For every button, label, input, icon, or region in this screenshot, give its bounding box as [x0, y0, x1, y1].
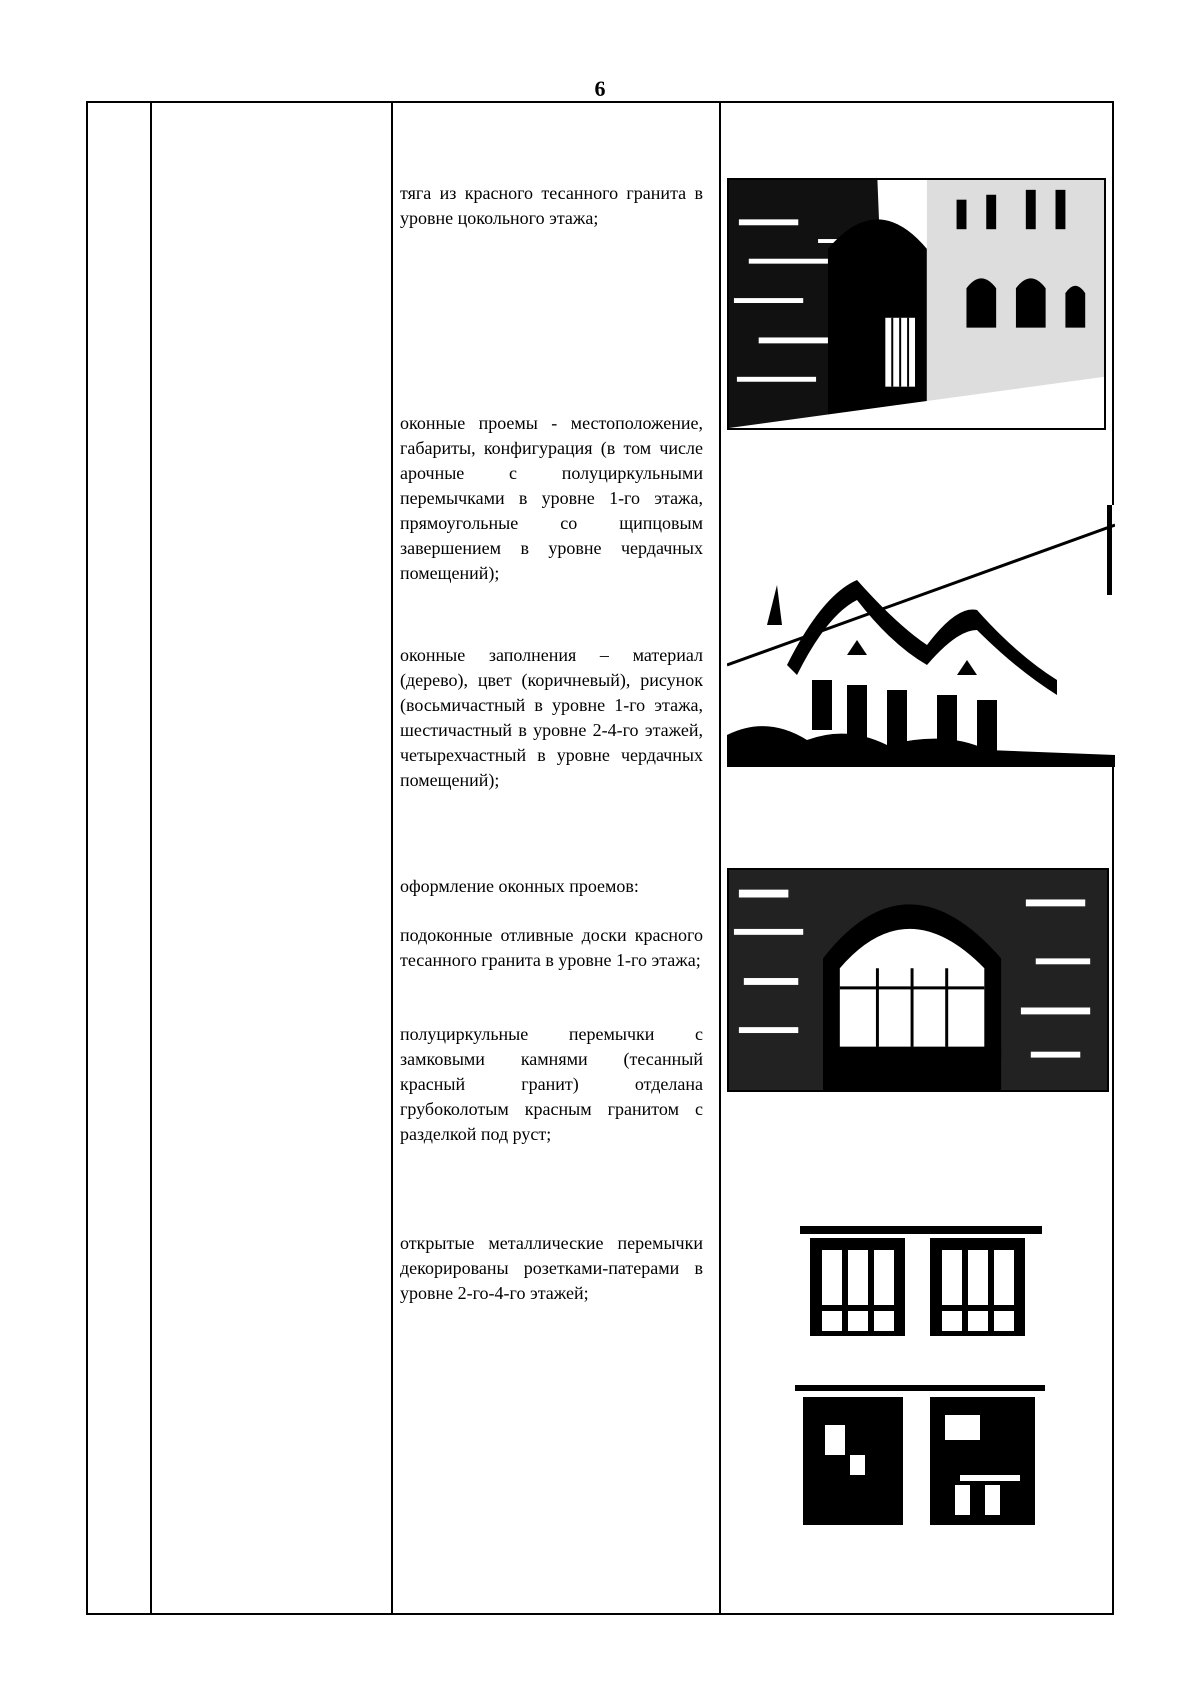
text-metal-lintels: открытые металлические перемычки декорированы розетками-патерами в уровне 2-го-4-го этажей; — [400, 1233, 703, 1303]
text-window-decoration: оформление оконных проемов: — [400, 876, 639, 896]
text-window-openings: оконные проемы - местоположение, габариты, конфигурация (в том числе арочные с полуциркульными перемычками в уровне 1-го этажа, прямоугольные со щипцовым завершением в уровне чердачных помещений); — [400, 413, 703, 583]
photo-metal-lintel-windows-bottom — [795, 1385, 1045, 1525]
column-divider-2 — [391, 103, 393, 1613]
photo-gable-roof-windows — [727, 505, 1115, 767]
column-divider-3 — [719, 103, 721, 1613]
text-arched-lintels: полуциркульные перемычки с замковыми камнями (тесанный красный гранит) отделана грубоколотым красным гранитом с разделкой под руст; — [400, 1024, 703, 1144]
text-window-fillings: оконные заполнения – материал (дерево), цвет (коричневый), рисунок (восьмичастный в уровне 1-го этажа, шестичастный в уровне 2-4-го этажей, четырехчастный в уровне чердачных помещений); — [400, 645, 703, 790]
photo-arched-entrance — [727, 178, 1106, 430]
photo-arched-window-granite — [727, 868, 1109, 1092]
text-granite-belt: тяга из красного тесанного гранита в уровне цокольного этажа; — [400, 183, 703, 228]
photo-metal-lintel-windows-top — [800, 1226, 1042, 1336]
text-window-sills: подоконные отливные доски красного тесанного гранита в уровне 1-го этажа; — [400, 925, 703, 970]
column-divider-1 — [150, 103, 152, 1613]
page-number: 6 — [594, 76, 606, 101]
